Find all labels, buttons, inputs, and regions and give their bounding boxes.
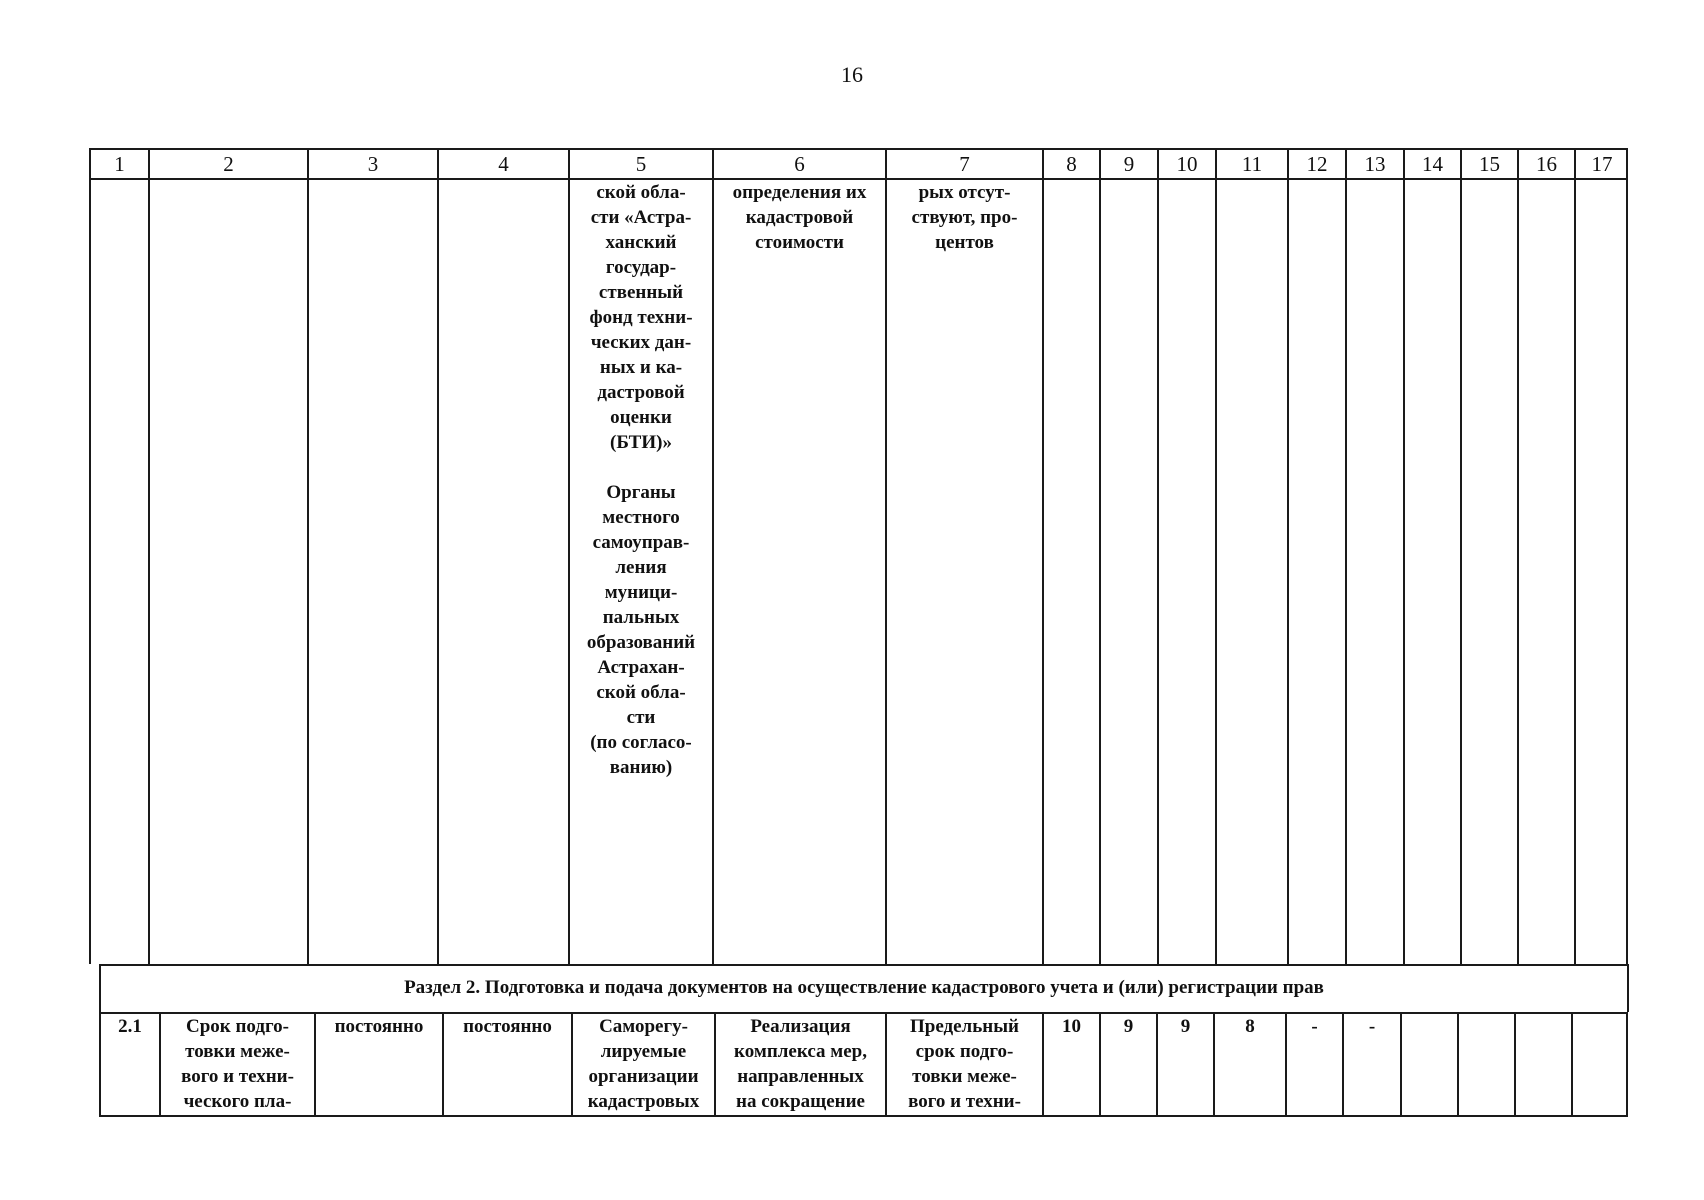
header-cell-3: 3 — [307, 148, 437, 178]
header-cell-5: 5 — [568, 148, 712, 178]
header-cell-9: 9 — [1099, 148, 1157, 178]
row-2-1-value-17 — [1571, 1012, 1628, 1117]
row-2-1-description: Реализация комплекса мер, направленных на сокращение — [714, 1012, 885, 1117]
cont-cell-17 — [1574, 178, 1628, 964]
row-2-1-start: постоянно — [314, 1012, 442, 1117]
header-cell-2: 2 — [148, 148, 307, 178]
header-cell-11: 11 — [1215, 148, 1287, 178]
cont-cell-5-executors: ской обла- сти «Астра- ханский государ- ственный фонд техни- ческих дан- ных и ка- дастровой оценки (БТИ)» Органы местного самоуправ- ления муници- пальных образований Астрахан- ской обла- сти (по согласо- ванию) — [568, 178, 712, 964]
header-cell-13: 13 — [1345, 148, 1403, 178]
page-number: 16 — [841, 62, 863, 87]
cont-cell-7-indicator: рых отсут- ствуют, про- центов — [885, 178, 1042, 964]
header-cell-12: 12 — [1287, 148, 1345, 178]
cont-cell-14 — [1403, 178, 1460, 964]
table-right-border-top — [1626, 148, 1628, 964]
header-cell-14: 14 — [1403, 148, 1460, 178]
cont-cell-9 — [1099, 178, 1157, 964]
header-cell-1: 1 — [89, 148, 148, 178]
header-cell-8: 8 — [1042, 148, 1099, 178]
cont-cell-11 — [1215, 178, 1287, 964]
cont-cell-16 — [1517, 178, 1574, 964]
row-2-1-value-11: 8 — [1213, 1012, 1285, 1117]
cont-cell-8 — [1042, 178, 1099, 964]
header-cell-15: 15 — [1460, 148, 1517, 178]
row-2-1-value-9: 9 — [1099, 1012, 1156, 1117]
header-cell-4: 4 — [437, 148, 568, 178]
cont-cell-6-description: определения их кадастровой стоимости — [712, 178, 885, 964]
cont-cell-10 — [1157, 178, 1215, 964]
cont-cell-2 — [148, 178, 307, 964]
header-cell-6: 6 — [712, 148, 885, 178]
cont-cell-1 — [89, 178, 148, 964]
header-cell-17: 17 — [1574, 148, 1628, 178]
row-2-1-end: постоянно — [442, 1012, 571, 1117]
row-2-1-value-10: 9 — [1156, 1012, 1213, 1117]
row-2-1-indicator: Предельный срок подго- товки меже- вого и техни- — [885, 1012, 1042, 1117]
header-cell-10: 10 — [1157, 148, 1215, 178]
cont-cell-13 — [1345, 178, 1403, 964]
cont-cell-15 — [1460, 178, 1517, 964]
row-2-1-value-12: - — [1285, 1012, 1342, 1117]
cont-cell-4 — [437, 178, 568, 964]
row-2-1-executors: Саморегу- лируемые организации кадастровых — [571, 1012, 714, 1117]
header-cell-7: 7 — [885, 148, 1042, 178]
header-cell-16: 16 — [1517, 148, 1574, 178]
row-2-1-number: 2.1 — [99, 1012, 159, 1117]
row-2-1-value-14 — [1400, 1012, 1457, 1117]
row-2-1-value-13: - — [1342, 1012, 1400, 1117]
cont-cell-12 — [1287, 178, 1345, 964]
row-2-1-value-8: 10 — [1042, 1012, 1099, 1117]
section-heading: Раздел 2. Подготовка и подача документов на осуществление кадастрового учета и (или) регистрации прав — [99, 964, 1629, 1012]
row-2-1-value-15 — [1457, 1012, 1514, 1117]
row-2-1-value-16 — [1514, 1012, 1571, 1117]
table-right-border-bottom — [1626, 1012, 1628, 1117]
table-bottom-border — [99, 1115, 1628, 1117]
row-2-1-name: Срок подго- товки меже- вого и техни- ческого пла- — [159, 1012, 314, 1117]
cont-cell-3 — [307, 178, 437, 964]
